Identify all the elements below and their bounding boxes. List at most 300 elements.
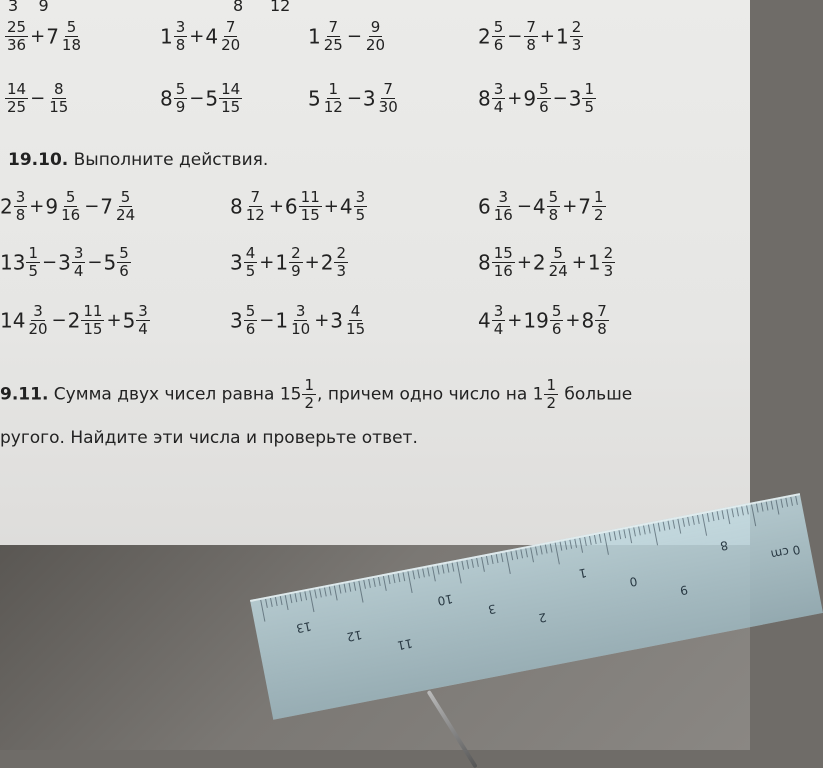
ruler-tick xyxy=(687,517,690,526)
expression xyxy=(4,20,84,53)
whole-number: 8 xyxy=(230,194,243,219)
numerator: 7 xyxy=(328,18,339,36)
ruler-tick xyxy=(515,550,518,559)
fraction xyxy=(5,20,28,53)
ruler-tick xyxy=(540,545,543,554)
whole-number: 8 xyxy=(160,86,173,111)
ruler-tick xyxy=(535,546,538,555)
ruler-tick xyxy=(319,588,322,597)
ruler-number: 0 xyxy=(628,573,639,590)
ruler-tick xyxy=(452,563,455,572)
operator: + xyxy=(516,252,532,273)
ruler-tick xyxy=(324,587,327,596)
expression xyxy=(478,190,607,223)
task-text: Сумма двух чисел равна 15 xyxy=(48,384,302,405)
fraction xyxy=(14,190,28,223)
operator: − xyxy=(516,196,532,217)
operator: − xyxy=(259,310,275,331)
denominator: 10 xyxy=(291,320,311,338)
fraction xyxy=(364,20,387,53)
ruler-tick xyxy=(280,596,283,605)
ruler-tick xyxy=(751,504,756,526)
numerator: 3 xyxy=(138,302,148,320)
ruler-tick xyxy=(579,538,583,553)
ruler-tick xyxy=(677,519,681,534)
ruler-tick xyxy=(412,570,415,579)
ruler-tick xyxy=(437,566,440,575)
ruler-tick xyxy=(407,571,412,593)
task-number: 9.11. xyxy=(0,384,49,405)
ruler-tick xyxy=(295,593,298,602)
numerator: 3 xyxy=(498,188,509,206)
task-19-11-line2 xyxy=(0,428,418,448)
whole-number: 3 xyxy=(230,250,243,275)
denominator: 6 xyxy=(245,320,256,338)
operator: + xyxy=(314,310,330,331)
task-number: 19.10. xyxy=(8,150,69,170)
fraction xyxy=(244,304,258,337)
fraction xyxy=(114,190,137,223)
fraction xyxy=(60,20,83,53)
operator: − xyxy=(346,88,362,109)
denominator: 4 xyxy=(493,98,504,116)
ruler-tick xyxy=(363,580,366,589)
expression xyxy=(0,304,151,337)
numerator: 3 xyxy=(295,302,306,320)
ruler-tick xyxy=(663,522,666,531)
whole-number: 3 xyxy=(230,308,243,333)
denominator: 30 xyxy=(378,98,398,116)
denominator: 4 xyxy=(138,320,148,338)
expression xyxy=(308,20,388,53)
whole-number: 5 xyxy=(205,86,219,111)
whole-number: 1 xyxy=(160,24,173,49)
numerator: 2 xyxy=(336,244,347,262)
ruler-tick xyxy=(339,585,342,594)
denominator: 15 xyxy=(346,320,366,338)
whole-number: 4 xyxy=(532,194,546,219)
ruler-tick xyxy=(672,520,675,529)
ruler-tick xyxy=(633,527,636,536)
denominator: 5 xyxy=(245,262,256,280)
numerator: 3 xyxy=(73,244,84,262)
ruler-number: 3 xyxy=(486,601,498,617)
denominator: 8 xyxy=(548,206,559,224)
numerator: 1 xyxy=(28,244,38,262)
ruler-tick xyxy=(309,590,314,612)
denominator: 2 xyxy=(304,394,315,412)
denominator: 3 xyxy=(603,262,614,280)
fraction xyxy=(322,82,345,115)
numerator: 2 xyxy=(571,18,582,36)
fraction xyxy=(59,190,82,223)
fraction xyxy=(26,246,40,279)
task-19-10-header xyxy=(8,150,268,170)
expression xyxy=(478,20,584,53)
ruler-tick xyxy=(628,528,632,543)
numerator: 7 xyxy=(383,80,393,98)
whole-number: 1 xyxy=(308,24,321,49)
denominator: 9 xyxy=(175,98,186,116)
whole-number: 6 xyxy=(478,194,491,219)
numerator: 14 xyxy=(7,80,27,98)
denominator: 18 xyxy=(61,36,82,54)
whole-number: 1 xyxy=(275,250,289,275)
operator: + xyxy=(29,196,45,217)
fraction xyxy=(322,20,345,53)
fraction xyxy=(244,246,258,279)
ruler-tick xyxy=(457,562,462,584)
denominator: 25 xyxy=(323,36,343,54)
numerator: 1 xyxy=(594,188,604,206)
ruler-tick xyxy=(658,523,661,532)
ruler-tick xyxy=(712,512,715,521)
operator: − xyxy=(552,88,568,109)
denominator: 15 xyxy=(221,98,241,116)
fraction xyxy=(136,304,150,337)
denominator: 20 xyxy=(221,36,241,54)
expression xyxy=(160,82,243,115)
operator: + xyxy=(539,26,556,47)
ruler-tick xyxy=(776,500,780,515)
numerator: 3 xyxy=(493,80,504,98)
ruler-tick xyxy=(550,544,553,553)
ruler-number: 9 xyxy=(678,582,689,598)
whole-number: 5 xyxy=(103,250,117,275)
ruler-tick xyxy=(314,589,317,598)
ruler-number: 0 cm xyxy=(769,542,802,562)
denominator: 5 xyxy=(355,206,366,224)
denominator: 16 xyxy=(493,262,513,280)
fragment-12: 12 xyxy=(270,0,291,15)
numerator: 4 xyxy=(245,244,256,262)
denominator: 15 xyxy=(49,98,69,116)
ruler-tick xyxy=(290,594,293,603)
numerator: 5 xyxy=(493,18,504,36)
numerator: 7 xyxy=(225,18,236,36)
ruler-tick xyxy=(285,595,289,610)
expression xyxy=(478,82,597,115)
ruler-tick xyxy=(795,496,798,505)
ruler-tick xyxy=(476,558,479,567)
numerator: 5 xyxy=(66,18,77,36)
fraction xyxy=(492,190,515,223)
whole-number: 5 xyxy=(122,308,136,333)
ruler-tick xyxy=(501,553,504,562)
task-19-11-line1 xyxy=(0,378,632,411)
ruler-tick xyxy=(304,591,307,600)
numerator: 5 xyxy=(553,244,563,262)
ruler-number: 11 xyxy=(396,635,414,653)
ruler-tick xyxy=(329,587,332,596)
fraction xyxy=(537,82,551,115)
ruler-tick xyxy=(260,600,265,622)
ruler-tick xyxy=(707,513,710,522)
numerator: 3 xyxy=(175,18,186,36)
operator: + xyxy=(259,252,275,273)
operator: + xyxy=(562,196,578,217)
ruler-tick xyxy=(353,582,356,591)
ruler-tick xyxy=(496,554,499,563)
expression xyxy=(308,82,401,115)
ruler-tick xyxy=(275,597,278,606)
whole-number: 4 xyxy=(478,308,491,333)
expression xyxy=(230,304,368,337)
whole-number: 6 xyxy=(284,194,298,219)
denominator: 8 xyxy=(15,206,26,224)
ruler-tick xyxy=(349,583,352,592)
ruler-tick xyxy=(491,555,494,564)
ruler-tick xyxy=(481,557,485,572)
operator: + xyxy=(565,310,581,331)
top-fragment xyxy=(8,0,291,15)
whole-number: 4 xyxy=(339,194,353,219)
expression xyxy=(0,190,138,223)
ruler-tick xyxy=(378,577,381,586)
denominator: 20 xyxy=(28,320,48,338)
whole-number: 7 xyxy=(100,194,114,219)
fraction xyxy=(244,190,267,223)
numerator: 7 xyxy=(526,18,536,36)
fraction xyxy=(219,20,242,53)
operator: + xyxy=(304,252,320,273)
ruler-tick xyxy=(731,508,734,517)
numerator: 7 xyxy=(597,302,607,320)
operator: − xyxy=(346,26,362,47)
task-text: , причем одно число на 1 xyxy=(317,384,544,405)
numerator: 5 xyxy=(120,188,131,206)
ruler-tick xyxy=(447,564,450,573)
ruler-tick xyxy=(511,551,514,560)
whole-number: 3 xyxy=(58,250,71,275)
ruler-tick xyxy=(648,524,651,533)
operator: − xyxy=(51,310,67,331)
ruler-tick xyxy=(334,586,338,601)
operator: + xyxy=(507,310,523,331)
whole-number: 2 xyxy=(0,194,13,219)
fraction xyxy=(354,190,368,223)
whole-number: 8 xyxy=(478,250,491,275)
ruler-tick xyxy=(785,498,788,507)
denominator: 15 xyxy=(83,320,103,338)
ruler-tick xyxy=(545,545,548,554)
ruler-tick xyxy=(461,561,464,570)
ruler-tick xyxy=(609,532,612,541)
denominator: 8 xyxy=(597,320,607,338)
whole-number: 2 xyxy=(478,24,491,49)
expression xyxy=(478,246,616,279)
numerator: 1 xyxy=(328,80,339,98)
ruler-tick xyxy=(466,560,469,569)
numerator: 4 xyxy=(350,302,361,320)
ruler-tick xyxy=(702,514,707,536)
denominator: 5 xyxy=(28,262,38,280)
operator: − xyxy=(87,252,103,273)
fraction xyxy=(492,82,506,115)
ruler-tick xyxy=(299,592,302,601)
fraction xyxy=(602,246,616,279)
numerator: 2 xyxy=(291,244,301,262)
operator: + xyxy=(268,196,284,217)
ruler-tick xyxy=(486,556,489,565)
whole-number: 8 xyxy=(478,86,491,111)
whole-number: 9 xyxy=(523,86,537,111)
fraction xyxy=(219,82,242,115)
ruler-tick xyxy=(574,539,577,548)
denominator: 15 xyxy=(300,206,320,224)
denominator: 6 xyxy=(493,36,504,54)
ruler-tick xyxy=(520,549,523,558)
ruler-tick xyxy=(368,579,371,588)
ruler-tick xyxy=(555,543,560,565)
operator: + xyxy=(323,196,339,217)
denominator: 4 xyxy=(493,320,504,338)
fraction xyxy=(81,304,104,337)
numerator: 3 xyxy=(33,302,43,320)
ruler-tick xyxy=(422,568,425,577)
fraction xyxy=(344,304,367,337)
fraction xyxy=(299,190,322,223)
fraction xyxy=(289,304,312,337)
fraction xyxy=(595,304,609,337)
fraction xyxy=(26,304,49,337)
task-text: больше xyxy=(559,384,633,405)
operator: − xyxy=(30,88,46,109)
fraction xyxy=(524,20,538,53)
fraction xyxy=(550,304,564,337)
whole-number: 3 xyxy=(568,86,582,111)
ruler-tick xyxy=(614,531,617,540)
ruler-tick xyxy=(471,559,474,568)
fraction xyxy=(174,20,188,53)
whole-number: 4 xyxy=(205,24,219,49)
ruler-tick xyxy=(584,537,587,546)
ruler-tick xyxy=(771,501,774,510)
denominator: 6 xyxy=(551,320,562,338)
ruler-tick xyxy=(270,598,273,607)
ruler-tick xyxy=(589,536,592,545)
ruler-tick xyxy=(560,542,563,551)
denominator: 16 xyxy=(493,206,513,224)
fraction xyxy=(547,190,561,223)
ruler-tick xyxy=(265,599,268,608)
ruler-tick xyxy=(442,565,445,574)
fragment-8: 8 xyxy=(233,0,244,15)
whole-number: 13 xyxy=(0,250,26,275)
numerator: 25 xyxy=(7,18,27,36)
ruler-tick xyxy=(506,552,511,574)
task-text: ругого. Найдите эти числа и проверьте ответ. xyxy=(0,428,418,448)
denominator: 2 xyxy=(546,394,557,412)
numerator: 5 xyxy=(65,188,76,206)
numerator: 7 xyxy=(250,188,261,206)
fragment-9: 9 xyxy=(38,0,49,15)
ruler-tick xyxy=(565,541,568,550)
denominator: 6 xyxy=(119,262,129,280)
numerator: 2 xyxy=(603,244,614,262)
numerator: 5 xyxy=(548,188,559,206)
operator: + xyxy=(571,252,587,273)
ruler-tick xyxy=(417,569,420,578)
numerator: 15 xyxy=(493,244,513,262)
ruler-tick xyxy=(761,503,764,512)
ruler-tick xyxy=(722,510,725,519)
denominator: 5 xyxy=(584,98,595,116)
ruler-tick xyxy=(780,499,783,508)
whole-number: 1 xyxy=(587,250,601,275)
ruler-number: 10 xyxy=(436,591,455,609)
whole-number: 2 xyxy=(67,308,81,333)
ruler-tick xyxy=(682,518,685,527)
whole-number: 19 xyxy=(523,308,549,333)
numerator: 1 xyxy=(304,376,315,394)
fraction xyxy=(582,82,596,115)
ruler-tick xyxy=(692,516,695,525)
fraction xyxy=(377,82,400,115)
ruler-tick xyxy=(432,566,436,581)
whole-number: 8 xyxy=(581,308,595,333)
numerator: 8 xyxy=(53,80,64,98)
ruler-tick xyxy=(618,530,621,539)
ruler-tick xyxy=(599,534,602,543)
ruler-tick xyxy=(623,529,626,538)
numerator: 5 xyxy=(175,80,186,98)
expression xyxy=(0,246,132,279)
ruler-tick xyxy=(717,511,720,520)
denominator: 16 xyxy=(61,206,81,224)
ruler-tick xyxy=(604,533,609,555)
fraction xyxy=(492,20,506,53)
fraction xyxy=(117,246,131,279)
whole-number: 7 xyxy=(578,194,592,219)
denominator: 8 xyxy=(175,36,186,54)
ruler-tick xyxy=(383,576,387,591)
expression xyxy=(4,82,71,115)
denominator: 3 xyxy=(336,262,347,280)
whole-number: 2 xyxy=(532,250,546,275)
numerator: 3 xyxy=(15,188,26,206)
numerator: 5 xyxy=(539,80,549,98)
ruler-tick xyxy=(766,502,769,511)
ruler-tick xyxy=(790,497,793,506)
ruler-tick xyxy=(569,540,572,549)
denominator: 6 xyxy=(539,98,549,116)
ruler-tick xyxy=(403,572,406,581)
denominator: 9 xyxy=(291,262,301,280)
whole-number: 14 xyxy=(0,308,26,333)
ruler-tick xyxy=(653,524,658,546)
ruler-tick xyxy=(697,515,700,524)
ruler-tick xyxy=(373,578,376,587)
denominator: 20 xyxy=(365,36,386,54)
whole-number: 1 xyxy=(556,24,569,49)
ruler-tick xyxy=(741,506,744,515)
ruler-number: 2 xyxy=(537,609,548,626)
denominator: 12 xyxy=(245,206,265,224)
denominator: 8 xyxy=(526,36,536,54)
expression xyxy=(230,246,349,279)
denominator: 12 xyxy=(323,98,343,116)
fraction xyxy=(334,246,348,279)
numerator: 5 xyxy=(551,302,562,320)
ruler-tick xyxy=(358,581,363,603)
fraction xyxy=(592,190,606,223)
fragment-3: 3 xyxy=(8,0,19,15)
numerator: 14 xyxy=(221,80,241,98)
numerator: 9 xyxy=(370,18,381,36)
ruler-tick xyxy=(746,505,749,514)
task-instruction: Выполните действия. xyxy=(68,150,269,170)
